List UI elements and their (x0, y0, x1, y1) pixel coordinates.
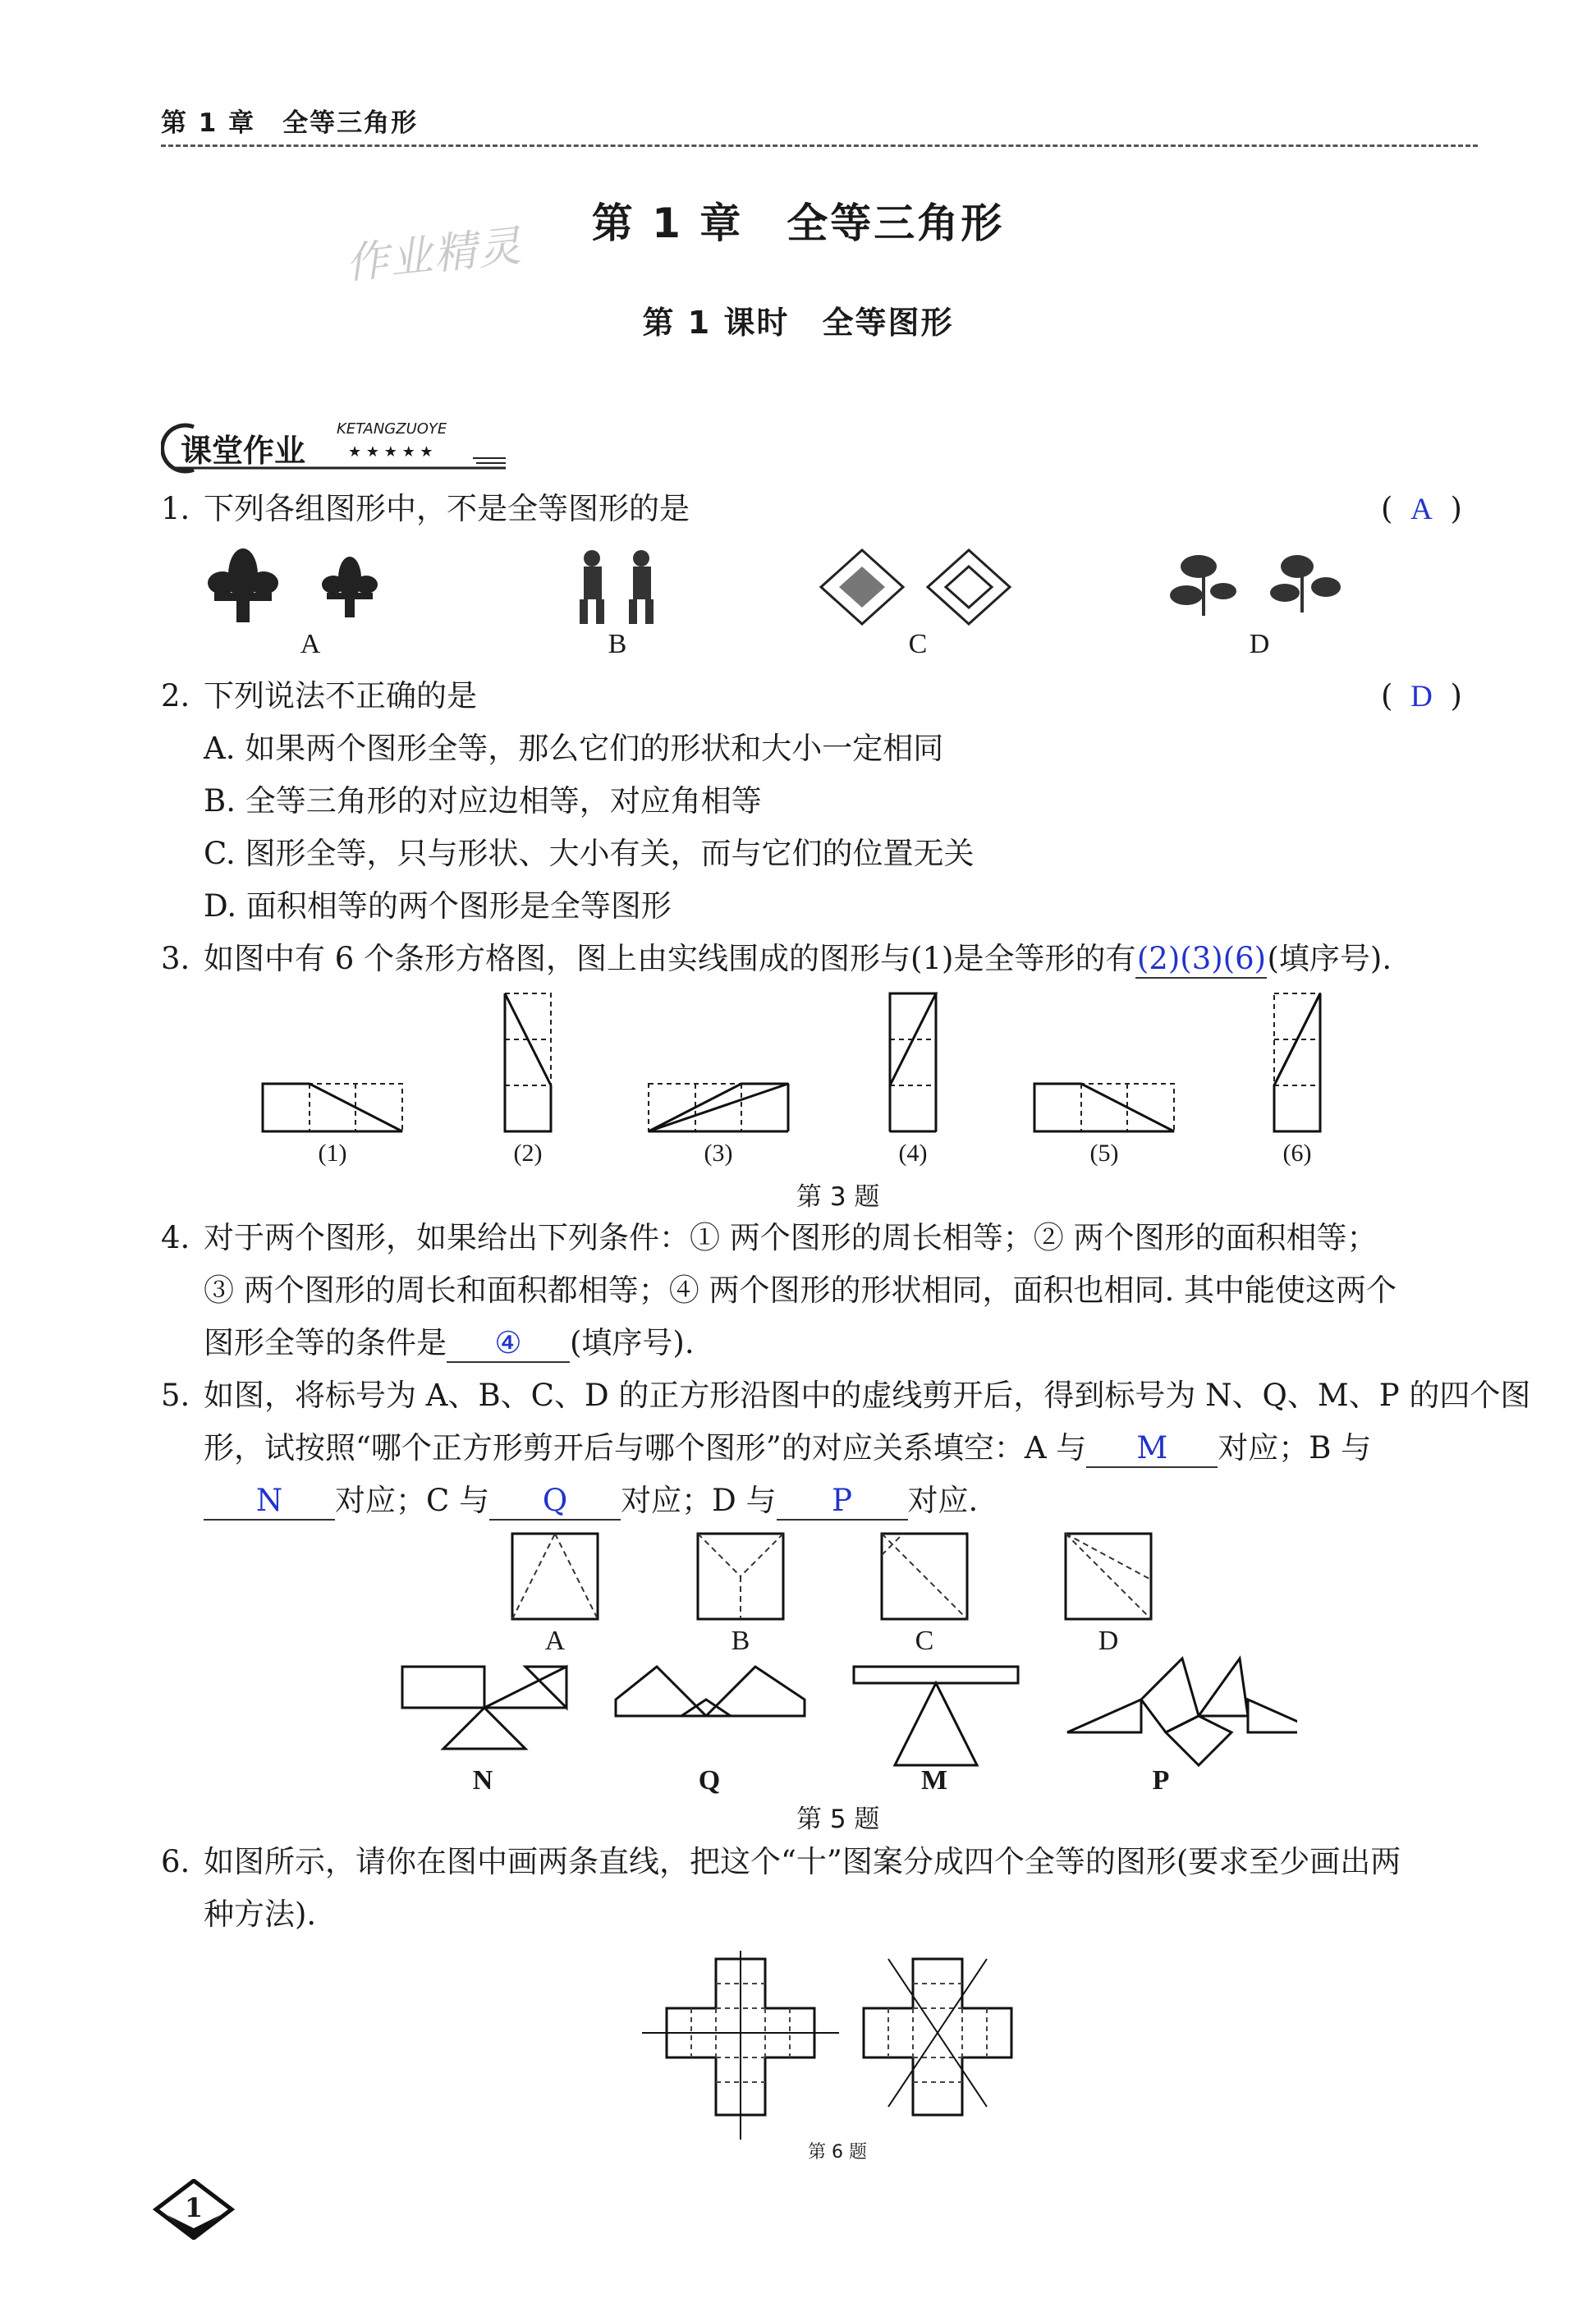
q3-stem (161, 933, 1392, 985)
q2-choice-a: A. 如果两个图形全等，那么它们的形状和大小一定相同 (204, 731, 944, 766)
section-badge (161, 419, 522, 476)
q4-number: 4. (161, 1220, 190, 1255)
q1-text: 下列各组图形中，不是全等图形的是 (204, 491, 690, 526)
q1-number: 1. (161, 491, 190, 526)
q1-answer-bracket: ( A ) (1381, 483, 1462, 536)
q4-line-1 (161, 1212, 1378, 1264)
q5-text-3b: 对应；D 与 (621, 1483, 777, 1518)
q5-square-label-d: D (1098, 1626, 1119, 1656)
q1-option-c-figure (813, 542, 1034, 632)
q3-suffix: (填序号). (1267, 941, 1392, 976)
q4-suffix: (填序号). (570, 1325, 695, 1360)
q2-stem (161, 670, 477, 722)
q3-label-4: (4) (898, 1140, 928, 1167)
q6-line-2: 种方法). (204, 1897, 317, 1932)
q5-line-2 (204, 1422, 1371, 1475)
q5-answer-b: N (204, 1483, 335, 1521)
q1-answer: A (1410, 493, 1433, 526)
q5-cut-shapes (394, 1650, 1297, 1782)
watermark: 作业精灵 (343, 221, 525, 290)
q5-shape-label-q: Q (698, 1765, 721, 1796)
q2-text: 下列说法不正确的是 (204, 678, 477, 713)
q3-label-6: (6) (1282, 1140, 1312, 1167)
q3-label-3: (3) (704, 1140, 733, 1167)
q6-cross-figures (640, 1951, 1067, 2148)
q5-answer-d: P (777, 1483, 908, 1521)
q1-label-b: B (608, 629, 627, 659)
q5-answer-a: M (1086, 1430, 1218, 1468)
q2-choice-b: B. 全等三角形的对应边相等，对应角相等 (204, 783, 762, 819)
section-pinyin: KETANGZUOYE (337, 420, 447, 438)
chapter-title: 第 1 章 全等三角形 (591, 200, 1005, 247)
q2-answer-bracket: ( D ) (1381, 670, 1462, 723)
page-number-badge (153, 2179, 235, 2240)
q5-square-figures (509, 1530, 1182, 1629)
q3-label-5: (5) (1089, 1140, 1119, 1167)
q5-text-3c: 对应. (907, 1483, 979, 1518)
q4-line-2: ③ 两个图形的周长和面积都相等；④ 两个图形的形状相同，面积也相同. 其中能使这两个 (204, 1273, 1397, 1308)
q3-label-1: (1) (318, 1140, 347, 1167)
q5-caption: 第 5 题 (796, 1805, 880, 1834)
q1-option-d-figure (1166, 542, 1363, 632)
q3-text: 如图中有 6 个条形方格图，图上由实线围成的图形与(1)是全等形的有 (204, 941, 1136, 976)
q5-square-label-b: B (731, 1626, 750, 1656)
q5-text-1: 如图，将标号为 A、B、C、D 的正方形沿图中的虚线剪开后，得到标号为 N、Q、M、P 的四个图 (204, 1378, 1531, 1413)
q4-text-1: 对于两个图形，如果给出下列条件：① 两个图形的周长相等；② 两个图形的面积相等； (204, 1220, 1378, 1255)
q4-text-3: 图形全等的条件是 (204, 1325, 447, 1360)
page-number: 1 (184, 2192, 204, 2223)
running-header: 第 1 章 全等三角形 (161, 108, 419, 138)
q3-label-2: (2) (513, 1140, 543, 1167)
q5-square-label-c: C (915, 1626, 934, 1656)
q4-answer: ④ (447, 1325, 570, 1363)
q2-number: 2. (161, 678, 190, 713)
q3-strip-figures (246, 985, 1396, 1149)
q5-line-1 (161, 1369, 1530, 1422)
q3-number: 3. (161, 941, 190, 976)
q5-text-2a: 形，试按照“哪个正方形剪开后与哪个图形”的对应关系填空：A 与 (204, 1430, 1087, 1466)
q6-text-1: 如图所示，请你在图中画两条直线，把这个“十”图案分成四个全等的图形(要求至少画出两 (204, 1844, 1401, 1879)
q1-stem (161, 483, 690, 535)
q2-choice-d: D. 面积相等的两个图形是全等图形 (204, 888, 672, 924)
q2-answer: D (1410, 680, 1433, 713)
q5-shape-label-p: P (1152, 1765, 1170, 1796)
section-label: 课堂作业 (181, 433, 306, 469)
q5-line-3 (204, 1475, 978, 1527)
q5-text-2b: 对应；B 与 (1218, 1430, 1372, 1466)
q5-answer-c: Q (489, 1483, 621, 1521)
q1-option-b-figure (563, 542, 678, 632)
q6-caption: 第 6 题 (808, 2142, 867, 2163)
q4-line-3 (204, 1317, 695, 1369)
q5-shape-label-m: M (920, 1765, 948, 1796)
q5-number: 5. (161, 1378, 190, 1413)
q6-line-1 (161, 1836, 1401, 1888)
q1-option-a-figure (202, 542, 415, 632)
section-stars: ★ ★ ★ ★ ★ (348, 443, 433, 461)
q1-label-c: C (908, 629, 928, 659)
q5-square-label-a: A (544, 1626, 566, 1656)
q3-answer: (2)(3)(6) (1135, 941, 1267, 979)
q6-number: 6. (161, 1844, 190, 1879)
q2-choice-c: C. 图形全等，只与形状、大小有关，而与它们的位置无关 (204, 836, 975, 871)
q1-label-a: A (300, 629, 321, 659)
q3-caption: 第 3 题 (796, 1182, 880, 1212)
lesson-title: 第 1 课时 全等图形 (642, 305, 954, 341)
q5-text-3a: 对应；C 与 (335, 1483, 490, 1518)
q1-label-d: D (1249, 629, 1270, 659)
header-divider (161, 144, 1478, 147)
q5-shape-label-n: N (472, 1765, 493, 1796)
